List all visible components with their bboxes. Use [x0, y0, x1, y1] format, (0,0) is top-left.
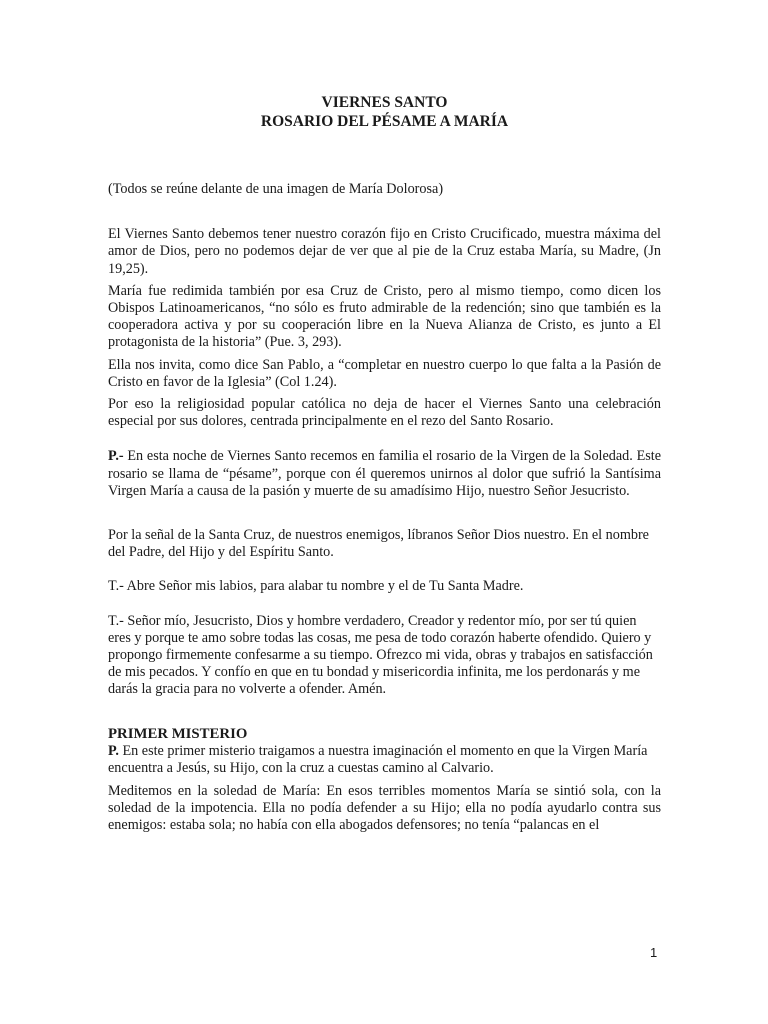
- priest-intro-text: En esta noche de Viernes Santo recemos en familia el rosario de la Virgen de la Soledad. Este rosario se llama de “pésame”, porque con él queremos unirnos al dolor que sufrió la Santísima Virgen María a causa de la pasión y muerte de su amadísimo Hijo, nuestro Señor Jesucristo.: [108, 448, 661, 499]
- mystery-intro-text: En este primer misterio traigamos a nuestra imaginación el momento en que la Virgen María encuentra a Jesús, su Hijo, con la cruz a cuestas camino al Calvario.: [108, 742, 648, 776]
- paragraph-4: Por eso la religiosidad popular católica no deja de hacer el Viernes Santo una celebración especial por sus dolores, centrada principalmente en el rezo del Santo Rosario.: [108, 396, 661, 430]
- paragraph-2: María fue redimida también por esa Cruz de Cristo, pero al mismo tiempo, como dicen los Obispos Latinoamericanos, “no sólo es fruto admirable de la redención; sino que también es la cooperadora activa y por su cooperación libre en la Nueva Alianza de Cristo, es junto a El protagonista de la historia” (Pue. 3, 293).: [108, 282, 661, 351]
- priest-label: P.-: [108, 448, 124, 465]
- mystery-heading: PRIMER MISTERIO: [108, 725, 248, 742]
- open-lips-prayer: T.- Abre Señor mis labios, para alabar tu nombre y el de Tu Santa Madre.: [108, 578, 524, 595]
- document-title: [108, 93, 661, 131]
- paragraph-3: Ella nos invita, como dice San Pablo, a “completar en nuestro cuerpo lo que falta a la Pasión de Cristo en favor de la Iglesia” (Col 1.24).: [108, 356, 661, 390]
- mystery-intro: [108, 743, 661, 777]
- priest-intro: [108, 448, 661, 500]
- title-line-2: ROSARIO DEL PÉSAME A MARÍA: [260, 113, 509, 130]
- title-line-1: VIERNES SANTO: [321, 94, 448, 111]
- meditation-paragraph: Meditemos en la soledad de María: En esos terribles momentos María se sintió sola, con la soledad de la impotencia. Ella no podía defender a su Hijo; ella no podía ayudarlo contra sus enemigos: estaba sola; no había con ella abogados defensores; no tenía “palancas en el: [108, 783, 661, 834]
- page-number: 1: [650, 945, 658, 960]
- document-page: [108, 93, 661, 835]
- intro-note: (Todos se reúne delante de una imagen de María Dolorosa): [108, 181, 444, 197]
- paragraph-1: El Viernes Santo debemos tener nuestro corazón fijo en Cristo Crucificado, muestra máxima del amor de Dios, pero no podemos dejar de ver que al pie de la Cruz estaba María, su Madre, (Jn 19,25).: [108, 226, 661, 277]
- act-of-contrition: T.- Señor mío, Jesucristo, Dios y hombre verdadero, Creador y redentor mío, por ser tú quien eres y porque te amo sobre todas las cosas, me pesa de todo corazón haberte ofendido. Quiero y propongo firmemente confesarme a su tiempo. Ofrezco mi vida, obras y trabajos en satisfacción de mis pecados. Y confío en que en tu bondad y misericordia infinita, me los perdonarás y me darás la gracia para no volverte a ofender. Amén.: [108, 612, 653, 698]
- mystery-priest-label: P.: [108, 742, 119, 759]
- sign-of-cross: Por la señal de la Santa Cruz, de nuestros enemigos, líbranos Señor Dios nuestro. En el nombre del Padre, del Hijo y del Espíritu Santo.: [108, 527, 649, 561]
